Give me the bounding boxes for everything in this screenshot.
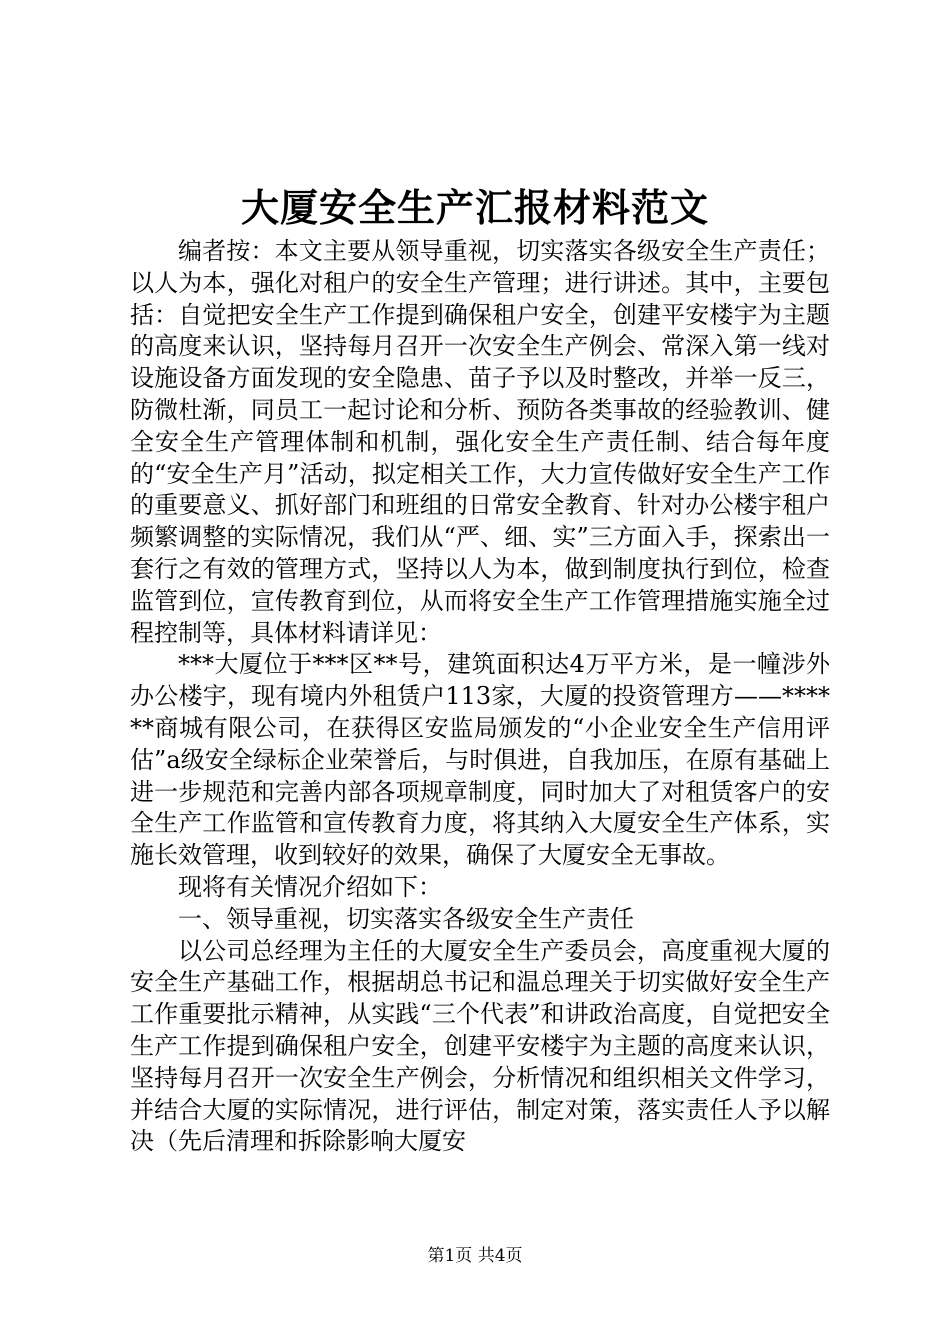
paragraph-intro-line: 现将有关情况介绍如下： xyxy=(178,872,442,901)
paragraph-editor-note: 编者按：本文主要从领导重视，切实落实各级安全生产责任；以人为本，强化对租户的安全生产管理；进行讲述。其中，主要包括：自觉把安全生产工作提到确保租户安全，创建平安楼宇为主题的高度来认识，坚持每月召开一次安全生产例会、常深入第一线对设施设备方面发现的安全隐患、苗子予以及时整改，并举一反三，防微杜渐，同员工一起讨论和分析、预防各类事故的经验教训、健全安全生产管理体制和机制，强化安全生产责任制、结合每年度的“安全生产月”活动，拟定相关工作，大力宣传做好安全生产工作的重要意义、抓好部门和班组的日常安全教育、针对办公楼宇租户频繁调整的实际情况，我们从“严、细、实”三方面入手，探索出一套行之有效的管理方式，坚持以人为本，做到制度执行到位，检查监管到位，宣传教育到位，从而将安全生产工作管理措施实施全过程控制等，具体材料请详见： xyxy=(130,237,830,647)
paragraph-section-1: 以公司总经理为主任的大厦安全生产委员会，高度重视大厦的安全生产基础工作，根据胡总书记和温总理关于切实做好安全生产工作重要批示精神，从实践“三个代表”和讲政治高度，自觉把安全生产工作提到确保租户安全，创建平安楼宇为主题的高度来认识，坚持每月召开一次安全生产例会，分析情况和组织相关文件学习，并结合大厦的实际情况，进行评估，制定对策，落实责任人予以解决（先后清理和拆除影响大厦安 xyxy=(130,936,830,1156)
section-heading-1: 一、领导重视，切实落实各级安全生产责任 xyxy=(178,904,634,933)
page-footer: 第1页 共4页 xyxy=(427,1246,523,1266)
document-body xyxy=(130,236,830,1158)
document-title: 大厦安全生产汇报材料范文 xyxy=(240,185,709,230)
paragraph-building-intro: ***大厦位于***区**号，建筑面积达4万平方米，是一幢涉外办公楼宇，现有境内外租赁户113家，大厦的投资管理方——******商城有限公司，在获得区安监局颁发的“小企业安全生产信用评估”a级安全绿标企业荣誉后，与时俱进，自我加压，在原有基础上进一步规范和完善内部各项规章制度，同时加大了对租赁客户的安全生产工作监管和宣传教育力度，将其纳入大厦安全生产体系，实施长效管理，收到较好的效果，确保了大厦安全无事故。 xyxy=(130,650,830,870)
